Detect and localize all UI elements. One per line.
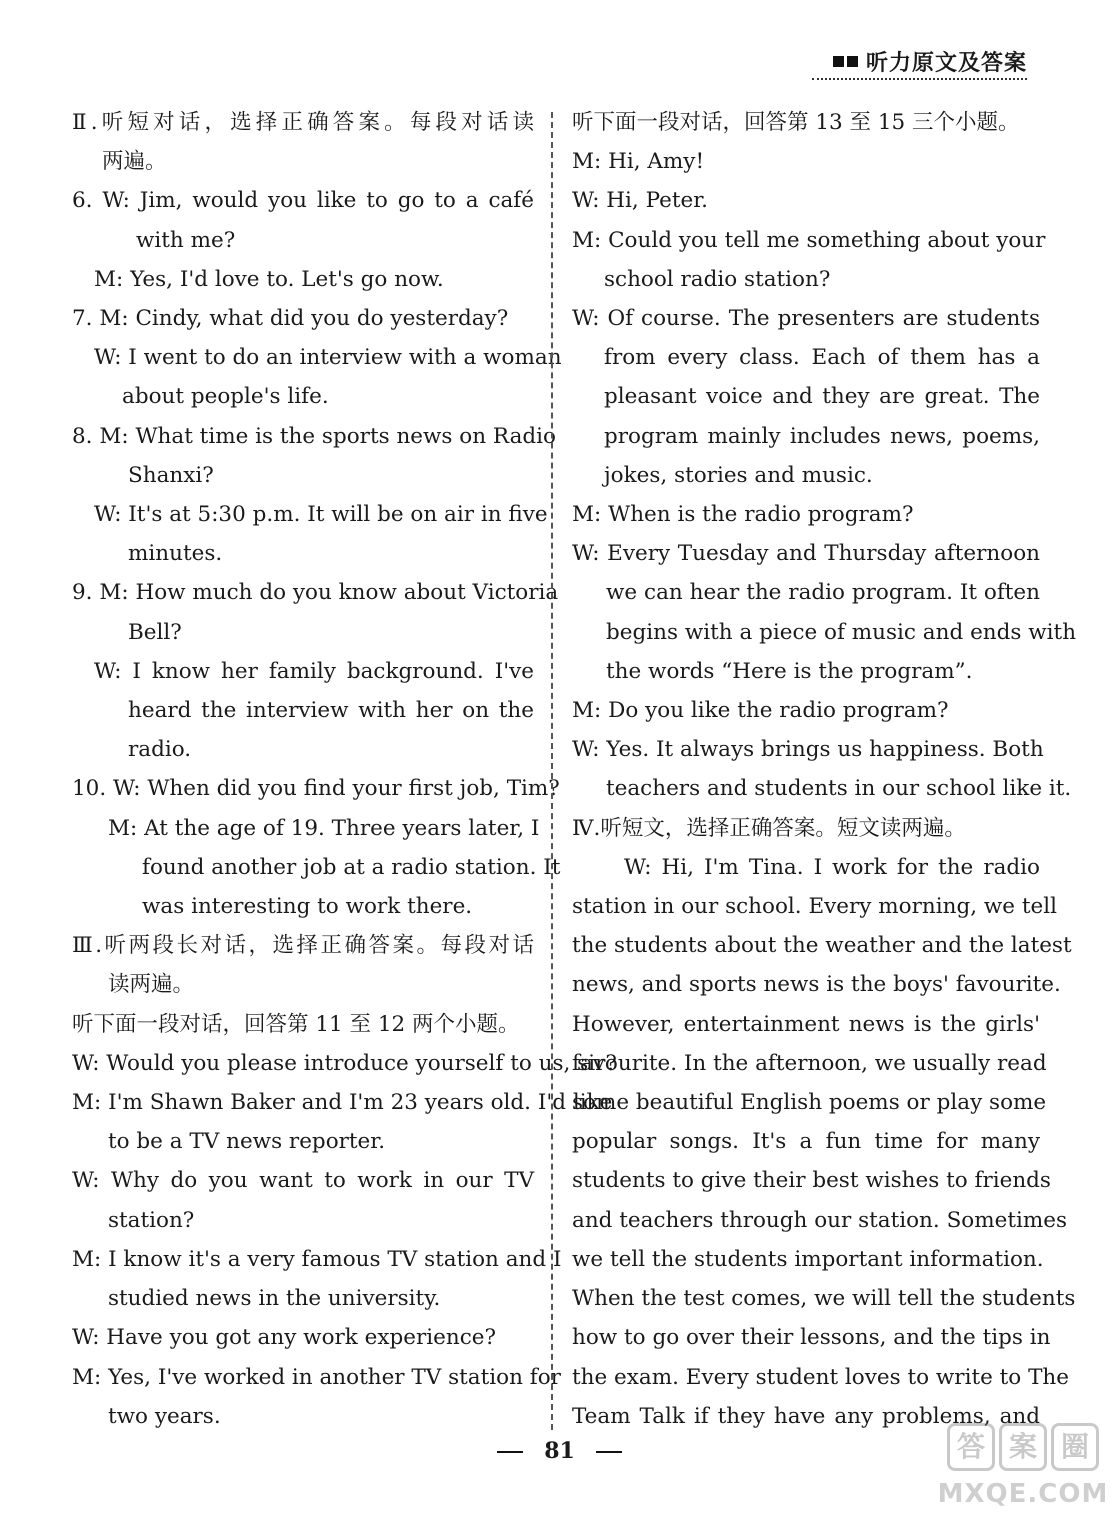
text-line: 8. M: What time is the sports news on Radio bbox=[72, 423, 557, 449]
column-divider bbox=[551, 112, 553, 1430]
text-line: jokes, stories and music. bbox=[604, 462, 873, 488]
text-line: Bell? bbox=[128, 619, 182, 645]
text-line: how to go over their lessons, and the tips in bbox=[572, 1325, 1051, 1351]
text-line: M: I'm Shawn Baker and I'm 23 years old. I'd like bbox=[72, 1090, 613, 1116]
text-line: minutes. bbox=[128, 541, 223, 567]
text-line: the students about the weather and the latest bbox=[572, 933, 1072, 959]
text-line: news, and sports news is the boys' favourite. bbox=[572, 972, 1061, 998]
text-line: M: At the age of 19. Three years later, I bbox=[108, 815, 540, 841]
footer-dash-left bbox=[497, 1451, 523, 1453]
text-line: favourite. In the afternoon, we usually read bbox=[572, 1050, 1047, 1076]
text-line: M: Hi, Amy! bbox=[572, 149, 705, 175]
text-line: about people's life. bbox=[122, 384, 329, 410]
text-line: begins with a piece of music and ends with bbox=[606, 619, 1077, 645]
watermark-logo-char: 案 bbox=[999, 1423, 1047, 1471]
text-line: heard the interview with her on the bbox=[128, 698, 534, 724]
text-line: W: Yes. It always brings us happiness. Both bbox=[572, 737, 1044, 763]
text-line: found another job at a radio station. It bbox=[142, 854, 561, 880]
text-line: 听下面一段对话，回答第 11 至 12 两个小题。 bbox=[72, 1011, 520, 1037]
text-line: W: Of course. The presenters are students bbox=[572, 306, 1040, 332]
text-line: W: I know her family background. I've bbox=[94, 658, 534, 684]
text-line: radio. bbox=[128, 737, 192, 763]
footer-dash-right bbox=[596, 1451, 622, 1453]
text-line: 10. W: When did you find your first job, Tim? bbox=[72, 776, 560, 802]
watermark-logo-char: 圈 bbox=[1051, 1423, 1099, 1471]
text-line: program mainly includes news, poems, bbox=[604, 423, 1040, 449]
text-line: W: Have you got any work experience? bbox=[72, 1325, 497, 1351]
text-line: Shanxi? bbox=[128, 462, 214, 488]
text-line: teachers and students in our school like it. bbox=[606, 776, 1072, 802]
text-line: W: Why do you want to work in our TV bbox=[72, 1168, 534, 1194]
text-line: with me? bbox=[136, 227, 236, 253]
text-line: W: Hi, Peter. bbox=[572, 188, 708, 214]
watermark-logo-char: 答 bbox=[947, 1423, 995, 1471]
running-header bbox=[833, 46, 1027, 77]
text-line: to be a TV news reporter. bbox=[108, 1129, 386, 1155]
text-line: popular songs. It's a fun time for many bbox=[572, 1129, 1040, 1155]
text-line: some beautiful English poems or play some bbox=[572, 1090, 1047, 1116]
text-line: Ⅳ.听短文，选择正确答案。短文读两遍。 bbox=[572, 815, 966, 841]
text-line: M: Yes, I'd love to. Let's go now. bbox=[94, 266, 444, 292]
watermark-logo bbox=[947, 1423, 1099, 1471]
text-line: Team Talk if they have any problems, and bbox=[572, 1403, 1040, 1429]
text-line: M: Could you tell me something about your bbox=[572, 227, 1046, 253]
text-line: W: I went to do an interview with a woman bbox=[94, 345, 562, 371]
text-line: M: Yes, I've worked in another TV station for bbox=[72, 1364, 561, 1390]
watermark bbox=[928, 1400, 1118, 1532]
text-line: station in our school. Every morning, we tell bbox=[572, 894, 1057, 920]
text-line: W: It's at 5:30 p.m. It will be on air in five bbox=[94, 502, 548, 528]
text-line: we tell the students important information. bbox=[572, 1246, 1044, 1272]
text-line: we can hear the radio program. It often bbox=[606, 580, 1040, 606]
text-line: students to give their best wishes to friends bbox=[572, 1168, 1051, 1194]
text-line: M: Do you like the radio program? bbox=[572, 698, 949, 724]
text-line: Ⅲ.听两段长对话，选择正确答案。每段对话 bbox=[72, 933, 534, 959]
text-line: 9. M: How much do you know about Victoria bbox=[72, 580, 559, 606]
text-line: 7. M: Cindy, what did you do yesterday? bbox=[72, 306, 509, 332]
text-line: two years. bbox=[108, 1403, 221, 1429]
text-line: W: Hi, I'm Tina. I work for the radio bbox=[624, 854, 1040, 880]
text-line: 两遍。 bbox=[102, 149, 167, 175]
page-number: 81 bbox=[544, 1438, 575, 1464]
header-square-icons bbox=[833, 56, 858, 67]
text-line: W: Would you please introduce yourself to us, sir? bbox=[72, 1050, 617, 1076]
text-line: and teachers through our station. Sometimes bbox=[572, 1207, 1068, 1233]
text-line: W: Every Tuesday and Thursday afternoon bbox=[572, 541, 1040, 567]
text-line: M: I know it's a very famous TV station and I bbox=[72, 1246, 562, 1272]
left-column bbox=[72, 103, 617, 1436]
text-line: When the test comes, we will tell the students bbox=[572, 1286, 1076, 1312]
watermark-url: MXQE.COM bbox=[937, 1479, 1109, 1509]
text-line: the exam. Every student loves to write to The bbox=[572, 1364, 1069, 1390]
text-line: from every class. Each of them has a bbox=[604, 345, 1040, 371]
right-column bbox=[572, 103, 1077, 1436]
text-line: school radio station? bbox=[604, 266, 831, 292]
text-line: studied news in the university. bbox=[108, 1286, 441, 1312]
header-title: 听力原文及答案 bbox=[865, 51, 1027, 76]
text-line: the words “Here is the program”. bbox=[606, 658, 973, 684]
text-line: M: When is the radio program? bbox=[572, 502, 914, 528]
text-line: 听下面一段对话，回答第 13 至 15 三个小题。 bbox=[572, 110, 1020, 135]
text-line: pleasant voice and they are great. The bbox=[604, 384, 1040, 410]
text-line: was interesting to work there. bbox=[142, 894, 473, 920]
text-line: station? bbox=[108, 1207, 195, 1233]
text-line: 读两遍。 bbox=[108, 972, 195, 998]
text-line: 6. W: Jim, would you like to go to a café bbox=[72, 188, 534, 214]
text-line: However, entertainment news is the girls' bbox=[572, 1011, 1040, 1037]
header-rule bbox=[812, 78, 1027, 80]
text-line: Ⅱ.听短对话，选择正确答案。每段对话读 bbox=[72, 110, 534, 135]
